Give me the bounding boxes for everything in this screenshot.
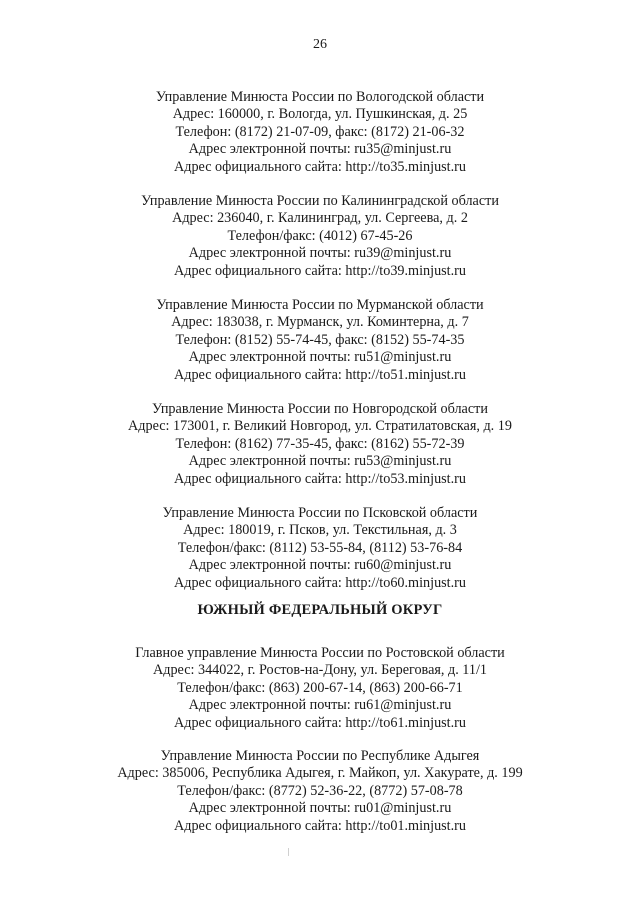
office-address: Адрес: 344022, г. Ростов-на-Дону, ул. Береговая, д. 11/1 [153,662,487,679]
office-name: Управление Минюста России по Республике Адыгея [160,748,480,764]
office-email: Адрес электронной почты: ru51@minjust.ru [188,349,452,366]
office-name: Управление Минюста России по Вологодской области [155,89,485,105]
office-phone: Телефон: (8152) 55-74-45, факс: (8152) 55-74-35 [175,331,465,348]
office-block-pskov [0,505,640,592]
office-block-adygea [0,748,640,835]
office-address: Адрес: 385006, Республика Адыгея, г. Майкоп, ул. Хакурате, д. 199 [117,765,523,782]
office-address: Адрес: 183038, г. Мурманск, ул. Коминтерна, д. 7 [171,314,469,331]
office-address: Адрес: 236040, г. Калининград, ул. Сергеева, д. 2 [172,210,468,227]
office-block-kaliningrad [0,193,640,280]
office-phone: Телефон/факс: (4012) 67-45-26 [227,227,413,244]
office-email: Адрес электронной почты: ru53@minjust.ru [188,453,452,470]
office-phone: Телефон: (8172) 21-07-09, факс: (8172) 21-06-32 [175,123,465,140]
office-address: Адрес: 180019, г. Псков, ул. Текстильная, д. 3 [183,522,457,539]
office-name: Управление Минюста России по Мурманской области [156,297,484,313]
office-website: Адрес официального сайта: http://to61.minjust.ru [173,714,466,731]
office-phone: Телефон/факс: (8772) 52-36-22, (8772) 57-08-78 [177,782,463,799]
office-name: Управление Минюста России по Калининградской области [141,193,499,209]
office-phone: Телефон/факс: (8112) 53-55-84, (8112) 53-76-84 [177,539,463,556]
section-heading-south: ЮЖНЫЙ ФЕДЕРАЛЬНЫЙ ОКРУГ [197,602,443,618]
office-name: Главное управление Минюста России по Ростовской области [135,645,505,661]
page-number: 26 [313,37,327,52]
office-block-novgorod [0,401,640,488]
office-website: Адрес официального сайта: http://to60.minjust.ru [173,574,466,591]
office-email: Адрес электронной почты: ru60@minjust.ru [188,557,452,574]
office-website: Адрес официального сайта: http://to01.minjust.ru [173,817,466,834]
office-name: Управление Минюста России по Псковской области [162,505,478,521]
office-address: Адрес: 160000, г. Вологда, ул. Пушкинская, д. 25 [172,106,468,123]
office-phone: Телефон: (8162) 77-35-45, факс: (8162) 55-72-39 [175,435,465,452]
office-block-rostov [0,645,640,732]
office-email: Адрес электронной почты: ru39@minjust.ru [188,245,452,262]
office-website: Адрес официального сайта: http://to51.minjust.ru [173,366,466,383]
office-website: Адрес официального сайта: http://to39.minjust.ru [173,262,466,279]
office-block-vologda [0,89,640,176]
office-website: Адрес официального сайта: http://to53.minjust.ru [173,470,466,487]
office-block-murmansk [0,297,640,384]
scan-artifact [288,848,289,856]
office-name: Управление Минюста России по Новгородской области [152,401,488,417]
office-email: Адрес электронной почты: ru35@minjust.ru [188,141,452,158]
office-address: Адрес: 173001, г. Великий Новгород, ул. Стратилатовская, д. 19 [128,418,512,435]
office-phone: Телефон/факс: (863) 200-67-14, (863) 200-66-71 [177,679,463,696]
office-email: Адрес электронной почты: ru61@minjust.ru [188,697,452,714]
office-email: Адрес электронной почты: ru01@minjust.ru [188,800,452,817]
office-website: Адрес официального сайта: http://to35.minjust.ru [173,158,466,175]
